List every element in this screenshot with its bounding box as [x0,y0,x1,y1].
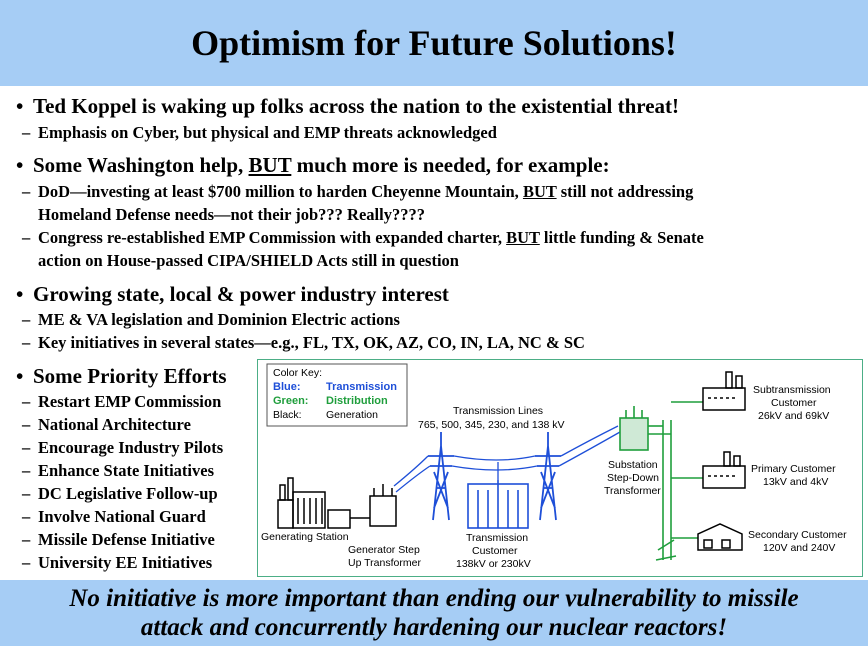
step-up-label-2: Up Transformer [348,557,421,569]
substation-label-1: Substation [608,459,658,471]
priority-item: – DC Legislative Follow-up [22,484,218,503]
power-grid-diagram [257,359,863,577]
sub-bullet-me-va: – ME & VA legislation and Dominion Electric actions [22,310,400,329]
subtransmission-label-3: 26kV and 69kV [758,410,830,422]
subtransmission-customer-icon [703,372,745,410]
substation-transformer-icon [620,406,648,450]
footer-statement [0,584,868,642]
bullet-growing-interest: • Growing state, local & power industry interest [16,282,449,306]
secondary-customer-label-2: 120V and 240V [763,542,836,554]
secondary-customer-icon [698,524,742,550]
secondary-customer-label-1: Secondary Customer [748,529,847,541]
priority-item: – Encourage Industry Pilots [22,438,224,457]
transmission-tower-icon [428,432,454,520]
substation-label-2: Step-Down [607,472,659,484]
subtransmission-label-2: Customer [771,397,817,409]
transmission-customer-icon [468,480,528,528]
transmission-kv-label: 765, 500, 345, 230, and 138 kV [418,419,565,431]
bullet-priority-efforts: • Some Priority Efforts [16,364,227,388]
transmission-wires [394,426,620,492]
sub-bullet-congress-cont: action on House-passed CIPA/SHIELD Acts still in question [38,251,459,270]
sub-bullet-key-initiatives: – Key initiatives in several states—e.g., FL, TX, OK, AZ, CO, IN, LA, NC & SC [22,333,585,352]
sub-bullet-emphasis: – Emphasis on Cyber, but physical and EMP threats acknowledged [22,123,497,142]
key-green-name: Green: [273,395,309,407]
priority-item: – University EE Initiatives [22,553,213,572]
generating-station-icon [278,478,350,528]
priority-item: – Restart EMP Commission [22,392,222,411]
key-blue-value: Transmission [326,381,397,393]
footer-band [0,580,868,646]
key-black-value: Generation [326,409,378,421]
generating-station-label: Generating Station [261,531,349,543]
priority-item: – Missile Defense Initiative [22,530,215,549]
footer-line-2: attack and concurrently hardening our nuclear reactors! [140,614,728,641]
subtransmission-label-1: Subtransmission [753,384,831,396]
priority-item: – National Architecture [22,415,191,434]
key-blue-name: Blue: [273,381,301,393]
title-band [0,0,868,86]
page-title: Optimism for Future Solutions! [191,23,677,63]
color-key-title: Color Key: [273,367,323,379]
transmission-lines-label: Transmission Lines [453,405,544,417]
primary-customer-icon [703,452,745,488]
bullet-koppel: • Ted Koppel is waking up folks across the nation to the existential threat! [16,94,680,118]
footer-line-1: No initiative is more important than ending our vulnerability to missile [69,585,799,612]
bullet-washington: • Some Washington help, BUT much more is needed, for example: [16,153,610,177]
substation-label-3: Transformer [604,485,661,497]
priority-item: – Involve National Guard [22,507,206,526]
priority-item: – Enhance State Initiatives [22,461,215,480]
sub-bullet-dod: – DoD—investing at least $700 million to harden Cheyenne Mountain, BUT still not addressing [22,182,694,201]
key-black-name: Black: [273,409,302,421]
transmission-tower-icon [535,432,561,520]
key-green-value: Distribution [326,395,388,407]
primary-customer-label-2: 13kV and 4kV [763,476,829,488]
transmission-customer-label-3: 138kV or 230kV [456,558,531,570]
step-up-transformer-icon [350,484,396,526]
transmission-customer-label-1: Transmission [466,532,529,544]
sub-bullet-congress: – Congress re-established EMP Commission with expanded charter, BUT little funding & Senate [22,228,704,247]
grid-illustration [258,360,862,576]
primary-customer-label-1: Primary Customer [751,463,836,475]
step-up-label-1: Generator Step [348,544,420,556]
sub-bullet-dod-cont: Homeland Defense needs—not their job??? Really???? [38,205,425,224]
transmission-customer-label-2: Customer [472,545,518,557]
